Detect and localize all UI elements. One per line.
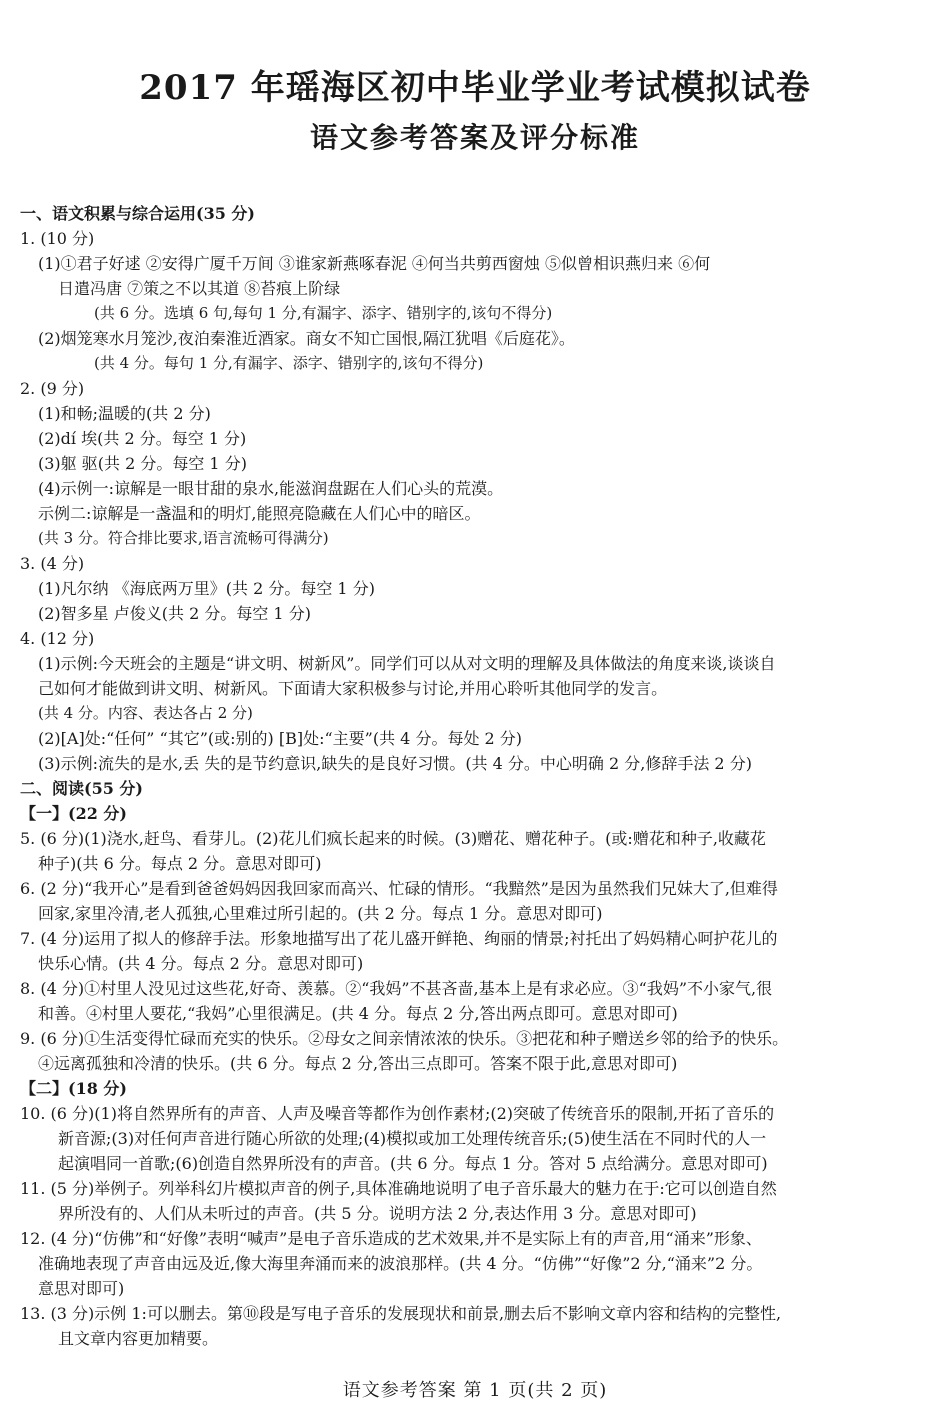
subsection-heading: 【二】(18 分) xyxy=(20,1079,127,1098)
answer-line: 界所没有的、人们从未听过的声音。(共 5 分。说明方法 2 分,表达作用 3 分。意思对即可) xyxy=(58,1204,697,1223)
page-footer: 语文参考答案 第 1 页(共 2 页) xyxy=(342,1380,608,1401)
question-header: 4. (12 分) xyxy=(20,629,95,648)
scoring-note: (共 4 分。内容、表达各占 2 分) xyxy=(38,704,253,722)
answer-line: 日遣冯唐 ⑦策之不以其道 ⑧苔痕上阶绿 xyxy=(58,279,341,298)
answer-line: 5. (6 分)(1)浇水,赶鸟、看芽儿。(2)花儿们疯长起来的时候。(3)赠花、赠花种子。(或:赠花和种子,收藏花 xyxy=(20,829,766,848)
answer-line: 快乐心情。(共 4 分。每点 2 分。意思对即可) xyxy=(38,954,364,973)
answer-line: (4)示例一:谅解是一眼甘甜的泉水,能滋润盘踞在人们心头的荒漠。 xyxy=(38,479,504,498)
answer-line: 新音源;(3)对任何声音进行随心所欲的处理;(4)模拟或加工处理传统音乐;(5)使生活在不同时代的人一 xyxy=(58,1129,767,1148)
scoring-note: (共 6 分。选填 6 句,每句 1 分,有漏字、添字、错别字的,该句不得分) xyxy=(94,304,553,322)
answer-line: 12. (4 分)“仿佛”和“好像”表明“喊声”是电子音乐造成的艺术效果,并不是实际上有的声音,用“涌来”形象、 xyxy=(20,1229,762,1248)
answer-line: 示例二:谅解是一盏温和的明灯,能照亮隐藏在人们心中的暗区。 xyxy=(38,504,481,523)
answer-line: (2)dí 埃(共 2 分。每空 1 分) xyxy=(38,429,247,448)
answer-line: 6. (2 分)“我开心”是看到爸爸妈妈因我回家而高兴、忙碌的情形。“我黯然”是因为虽然我们兄妹大了,但难得 xyxy=(20,879,778,898)
question-header: 3. (4 分) xyxy=(20,554,85,573)
answer-line: 种子)(共 6 分。每点 2 分。意思对即可) xyxy=(38,854,322,873)
answer-line: (1)和畅;温暖的(共 2 分) xyxy=(38,404,211,423)
answer-line: (2)[A]处:“任何” “其它”(或:别的) [B]处:“主要”(共 4 分。每处 2 分) xyxy=(38,729,523,748)
answer-line: 13. (3 分)示例 1:可以删去。第⑩段是写电子音乐的发展现状和前景,删去后不影响文章内容和结构的完整性, xyxy=(20,1304,782,1323)
answer-line: (1)凡尔纳 《海底两万里》(共 2 分。每空 1 分) xyxy=(38,579,375,598)
scoring-note: (共 3 分。符合排比要求,语言流畅可得满分) xyxy=(38,529,329,547)
section-heading: 一、语文积累与综合运用(35 分) xyxy=(20,204,255,223)
scoring-note: (共 4 分。每句 1 分,有漏字、添字、错别字的,该句不得分) xyxy=(94,354,484,372)
answer-line: ④远离孤独和冷清的快乐。(共 6 分。每点 2 分,答出三点即可。答案不限于此,意思对即可) xyxy=(38,1054,678,1073)
answer-line: 10. (6 分)(1)将自然界所有的声音、人声及噪音等都作为创作素材;(2)突破了传统音乐的限制,开拓了音乐的 xyxy=(20,1104,775,1123)
section-heading: 二、阅读(55 分) xyxy=(20,779,143,798)
answer-line: 且文章内容更加精要。 xyxy=(58,1329,219,1348)
answer-line: 8. (4 分)①村里人没见过这些花,好奇、羡慕。②“我妈”不甚吝啬,基本上是有求必应。③“我妈”不小家气,很 xyxy=(20,979,773,998)
question-header: 1. (10 分) xyxy=(20,229,95,248)
answer-line: 己如何才能做到讲文明、树新风。下面请大家积极参与讨论,并用心聆听其他同学的发言。 xyxy=(38,679,668,698)
answer-content xyxy=(20,201,932,1351)
answer-line: (2)烟笼寒水月笼沙,夜泊秦淮近酒家。商女不知亡国恨,隔江犹唱《后庭花》。 xyxy=(38,329,575,348)
answer-line: 11. (5 分)举例子。列举科幻片模拟声音的例子,具体准确地说明了电子音乐最大的魅力在于:它可以创造自然 xyxy=(20,1179,777,1198)
answer-line: (3)示例:流失的是水,丢 失的是节约意识,缺失的是良好习惯。(共 4 分。中心明确 2 分,修辞手法 2 分) xyxy=(38,754,752,773)
answer-line: 准确地表现了声音由远及近,像大海里奔涌而来的波浪那样。(共 4 分。“仿佛”“好像”2 分,“涌来”2 分。 xyxy=(38,1254,763,1273)
page-title: 2017 年瑶海区初中毕业学业考试模拟试卷 xyxy=(139,68,811,108)
answer-line: 意思对即可) xyxy=(38,1279,125,1298)
answer-line: 7. (4 分)运用了拟人的修辞手法。形象地描写出了花儿盛开鲜艳、绚丽的情景;衬托出了妈妈精心呵护花儿的 xyxy=(20,929,778,948)
answer-line: (2)智多星 卢俊义(共 2 分。每空 1 分) xyxy=(38,604,311,623)
page-subtitle: 语文参考答案及评分标准 xyxy=(309,121,640,154)
answer-line: 9. (6 分)①生活变得忙碌而充实的快乐。②母女之间亲情浓浓的快乐。③把花和种子赠送乡邻的给予的快乐。 xyxy=(20,1029,789,1048)
question-header: 2. (9 分) xyxy=(20,379,85,398)
answer-line: 起演唱同一首歌;(6)创造自然界所没有的声音。(共 6 分。每点 1 分。答对 5 点给满分。意思对即可) xyxy=(58,1154,768,1173)
answer-line: (3)躯 驱(共 2 分。每空 1 分) xyxy=(38,454,247,473)
answer-line: (1)①君子好逑 ②安得广厦千万间 ③谁家新燕啄春泥 ④何当共剪西窗烛 ⑤似曾相识燕归来 ⑥何 xyxy=(38,254,711,273)
answer-line: 回家,家里冷清,老人孤独,心里难过所引起的。(共 2 分。每点 1 分。意思对即可) xyxy=(38,904,603,923)
answer-line: 和善。④村里人要花,“我妈”心里很满足。(共 4 分。每点 2 分,答出两点即可。意思对即可) xyxy=(38,1004,678,1023)
subsection-heading: 【一】(22 分) xyxy=(20,804,127,823)
answer-line: (1)示例:今天班会的主题是“讲文明、树新风”。同学们可以从对文明的理解及具体做法的角度来谈,谈谈自 xyxy=(38,654,776,673)
